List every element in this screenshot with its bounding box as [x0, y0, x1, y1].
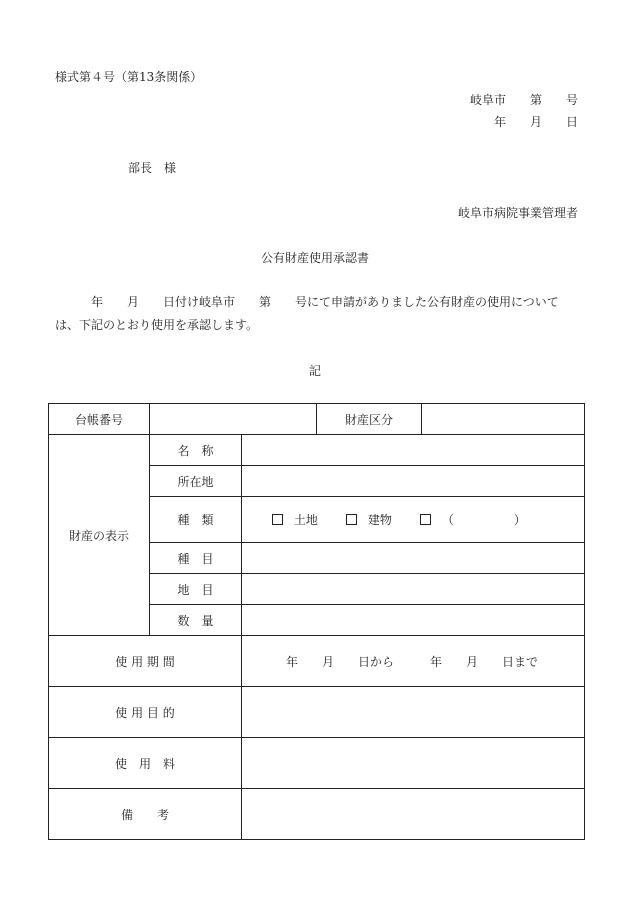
usage-purpose-label: 使 用 目 的: [49, 687, 242, 738]
remarks-field[interactable]: [242, 789, 585, 840]
table-row: [49, 687, 585, 738]
location-field[interactable]: [242, 466, 585, 497]
checkbox-icon[interactable]: [346, 514, 357, 525]
land-category-field[interactable]: [242, 574, 585, 605]
ki-heading: 記: [308, 364, 321, 378]
approval-form-table: [48, 403, 585, 840]
table-row: [49, 738, 585, 789]
table-row: [49, 636, 585, 687]
property-display-label: 財産の表示: [49, 435, 150, 636]
document-title: 公有財産使用承認書: [260, 251, 369, 265]
kind-option-land[interactable]: 土地: [272, 511, 346, 528]
body-line-2: は、下記のとおり使用を承認します。: [55, 318, 259, 332]
usage-period-field[interactable]: 年 月 日から 年 月 日まで: [242, 636, 585, 687]
remarks-label: 備 考: [49, 789, 242, 840]
body-line-1: 年 月 日付け岐阜市 第 号にて申請がありました公有財産の使用について: [91, 295, 559, 309]
table-row: [49, 435, 585, 466]
quantity-field[interactable]: [242, 605, 585, 636]
kind-option-building[interactable]: 建物: [346, 511, 420, 528]
usage-purpose-field[interactable]: [242, 687, 585, 738]
property-category-field[interactable]: [422, 404, 585, 435]
ledger-number-label: 台帳番号: [49, 404, 150, 435]
location-label: 所在地: [150, 466, 242, 497]
kind-options: [242, 497, 585, 543]
checkbox-icon[interactable]: [272, 514, 283, 525]
usage-period-label: 使 用 期 間: [49, 636, 242, 687]
checkbox-icon[interactable]: [420, 514, 431, 525]
kind-label: 種 類: [150, 497, 242, 543]
item-field[interactable]: [242, 543, 585, 574]
name-label: 名 称: [150, 435, 242, 466]
addressee: 部長 様: [128, 161, 177, 175]
usage-fee-label: 使 用 料: [49, 738, 242, 789]
issue-date: 年 月 日: [493, 115, 578, 129]
property-category-label: 財産区分: [317, 404, 422, 435]
name-field[interactable]: [242, 435, 585, 466]
document-number: 岐阜市 第 号: [469, 93, 578, 107]
form-number: 様式第４号（第13条関係）: [55, 70, 203, 84]
sender: 岐阜市病院事業管理者: [457, 206, 578, 220]
table-row: [49, 404, 585, 435]
item-label: 種 目: [150, 543, 242, 574]
usage-fee-field[interactable]: [242, 738, 585, 789]
kind-option-other[interactable]: （ ）: [420, 511, 526, 528]
land-category-label: 地 目: [150, 574, 242, 605]
table-row: [49, 789, 585, 840]
quantity-label: 数 量: [150, 605, 242, 636]
ledger-number-field[interactable]: [150, 404, 317, 435]
